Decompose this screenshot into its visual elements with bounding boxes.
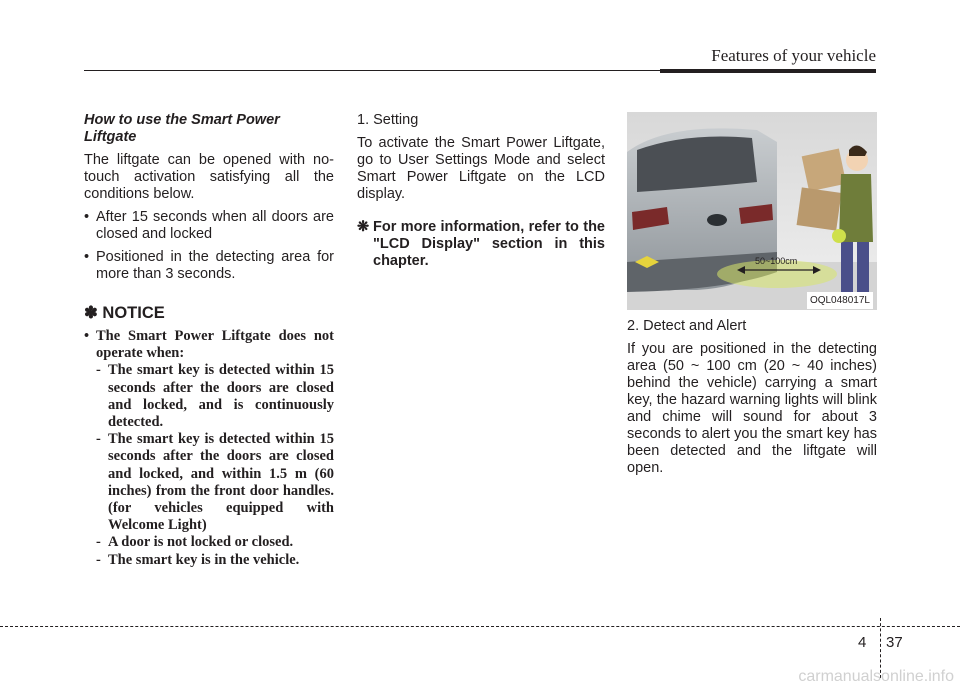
column-left [84, 112, 334, 569]
figure-smart-liftgate [627, 112, 877, 310]
notice-body [84, 328, 334, 569]
notice-item-text: The smart key is detected within 15 seconds after the doors are closed and locked, and within 1.5 m (60 inches) from the front door handles. (for vehicles equipped with Welcome Light) [108, 431, 334, 534]
notice-bullet-marker: • [84, 328, 90, 344]
notice-lead [84, 328, 334, 362]
column-middle [357, 112, 605, 270]
intro-paragraph: The liftgate can be opened with no-touch activation satisfying all the conditions below. [84, 152, 334, 202]
step-title-detect: 2. Detect and Alert [627, 318, 747, 334]
notice-item: - A door is not locked or closed. [84, 534, 334, 551]
liftgate-illustration [627, 112, 877, 310]
running-header-title: Features of your vehicle [711, 46, 876, 65]
column-right [627, 112, 877, 477]
reference-icon: ❋ [357, 219, 370, 235]
setting-paragraph: To activate the Smart Power Liftgate, go to User Settings Mode and select Smart Power Liftgate on the LCD display. [357, 135, 605, 202]
notice-item-text: A door is not locked or closed. [108, 534, 294, 551]
notice-heading [84, 305, 334, 322]
bullet-item [84, 209, 334, 243]
notice-title: NOTICE [102, 304, 165, 322]
reference-note [357, 219, 605, 270]
page-number: 37 [886, 634, 903, 651]
notice-item: - The smart key is detected within 15 seconds after the doors are closed and locked, and within 1.5 m (60 inches) from the front door handles. (for vehicles equipped with Welcome Light) [96, 431, 334, 534]
section-heading: How to use the Smart Power Liftgate [84, 112, 280, 145]
reference-text: For more information, refer to the "LCD Display" section in this chapter. [373, 219, 605, 269]
notice-item-text: The smart key is detected within 15 seconds after the doors are closed and locked, and is continuously detected. [108, 362, 334, 431]
distance-label: 50~100cm [755, 256, 798, 266]
notice-icon: ✽ [84, 304, 98, 322]
bullet-marker: • [84, 249, 90, 265]
bullet-text: Positioned in the detecting area for more than 3 seconds. [96, 249, 334, 282]
bullet-item [84, 249, 334, 283]
notice-item: - The smart key is in the vehicle. [84, 552, 334, 569]
notice-item-text: The smart key is in the vehicle. [108, 551, 300, 568]
figure-code: OQL048017L [807, 292, 873, 309]
footer-rule [0, 626, 960, 627]
section-number: 4 [858, 634, 867, 651]
header-rule-accent [660, 69, 876, 73]
detect-paragraph: If you are positioned in the detecting area (50 ~ 100 cm (20 ~ 40 inches) behind the vehicle) carrying a smart key, the hazard warning lights will blink and chime will sound for about 3 seconds to alert you the smart key has been detected and the liftgate will open. [627, 341, 877, 476]
watermark: carmanualsonline.info [798, 668, 954, 685]
emblem-icon [707, 214, 727, 226]
notice-lead-text: The Smart Power Liftgate does not operate when: [96, 328, 334, 362]
bullet-text: After 15 seconds when all doors are closed and locked [96, 209, 334, 242]
smart-key-icon [832, 229, 846, 243]
step-title-setting: 1. Setting [357, 112, 419, 128]
notice-item: - The smart key is detected within 15 seconds after the doors are closed and locked, and is continuously detected. [96, 362, 334, 431]
bullet-marker: • [84, 209, 90, 225]
